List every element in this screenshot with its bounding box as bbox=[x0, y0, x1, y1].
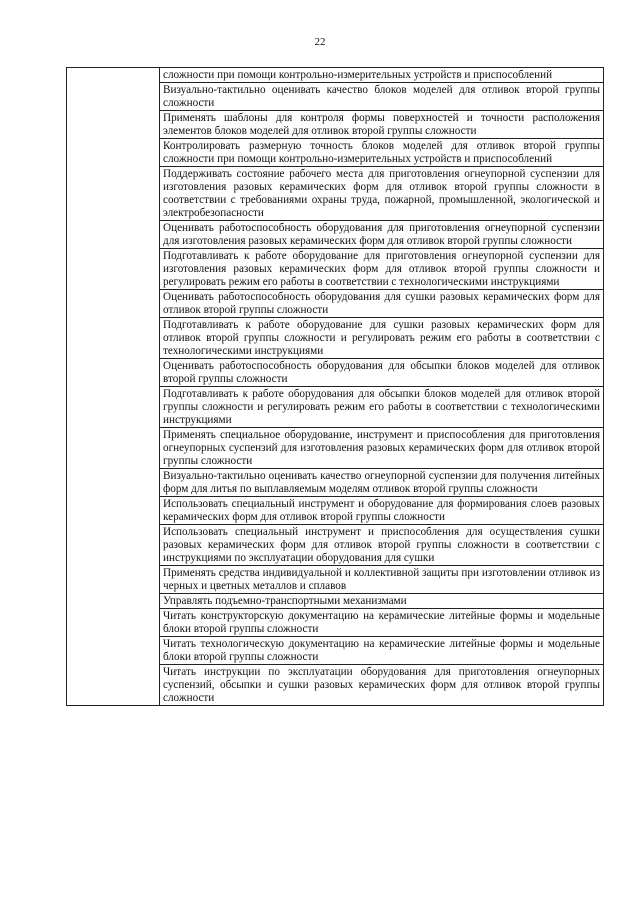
skill-cell: Подготавливать к работе оборудование для сушки разовых керамических форм для отливок второй группы сложности и регулировать режим его работы в соответствии с технологическими инструкциями bbox=[160, 318, 604, 359]
skill-cell: Оценивать работоспособность оборудования для сушки разовых керамических форм для отливок второй группы сложности bbox=[160, 290, 604, 318]
skill-cell: Читать технологическую документацию на керамические литейные формы и модельные блоки второй группы сложности bbox=[160, 637, 604, 665]
skill-cell: Визуально-тактильно оценивать качество блоков моделей для отливок второй группы сложности bbox=[160, 83, 604, 111]
skill-cell: Оценивать работоспособность оборудования для приготовления огнеупорной суспензии для изготовления разовых керамических форм для отливок второй группы сложности bbox=[160, 221, 604, 249]
skills-table bbox=[66, 67, 604, 706]
skill-cell: Применять шаблоны для контроля формы поверхностей и точности расположения элементов блоков моделей для отливок второй группы сложности bbox=[160, 111, 604, 139]
skill-cell: Оценивать работоспособность оборудования для обсыпки блоков моделей для отливок второй группы сложности bbox=[160, 359, 604, 387]
skill-cell: Контролировать размерную точность блоков моделей для отливок второй группы сложности при помощи контрольно-измерительных устройств и приспособлений bbox=[160, 139, 604, 167]
skill-cell: сложности при помощи контрольно-измерительных устройств и приспособлений bbox=[160, 68, 604, 83]
skill-cell: Подготавливать к работе оборудование для приготовления огнеупорной суспензии для изготовления разовых керамических форм для отливок второй группы сложности и регулировать режим его работы в соответствии с технологическими инструкциями bbox=[160, 249, 604, 290]
skill-cell: Использовать специальный инструмент и оборудование для формирования слоев разовых керамических форм для отливок второй группы сложности bbox=[160, 497, 604, 525]
skill-cell: Читать конструкторскую документацию на керамические литейные формы и модельные блоки второй группы сложности bbox=[160, 609, 604, 637]
skill-cell: Поддерживать состояние рабочего места для приготовления огнеупорной суспензии для изготовления разовых керамических форм для отливок второй группы сложности в соответствии с требованиями охраны труда, пожарной, промышленной, экологической и электробезопасности bbox=[160, 167, 604, 221]
skill-cell: Читать инструкции по эксплуатации оборудования для приготовления огнеупорных суспензий, обсыпки и сушки разовых керамических форм для отливок второй группы сложности bbox=[160, 665, 604, 706]
skill-cell: Управлять подъемно-транспортными механизмами bbox=[160, 594, 604, 609]
page-number: 22 bbox=[314, 36, 326, 48]
table-row bbox=[67, 68, 604, 83]
skill-cell: Визуально-тактильно оценивать качество огнеупорной суспензии для получения литейных форм для литья по выплавляемым моделям отливок второй группы сложности bbox=[160, 469, 604, 497]
skill-cell: Применять средства индивидуальной и коллективной защиты при изготовлении отливок из черных и цветных металлов и сплавов bbox=[160, 566, 604, 594]
skill-cell: Применять специальное оборудование, инструмент и приспособления для приготовления огнеупорных суспензий для изготовления разовых керамических форм для отливок второй группы сложности bbox=[160, 428, 604, 469]
left-column-cell bbox=[67, 68, 160, 706]
skill-cell: Использовать специальный инструмент и приспособления для осуществления сушки разовых керамических форм для отливок второй группы сложности в соответствии с инструкциями по эксплуатации оборудования для сушки bbox=[160, 525, 604, 566]
skill-cell: Подготавливать к работе оборудования для обсыпки блоков моделей для отливок второй группы сложности и регулировать режим его работы в соответствии с технологическими инструкциями bbox=[160, 387, 604, 428]
